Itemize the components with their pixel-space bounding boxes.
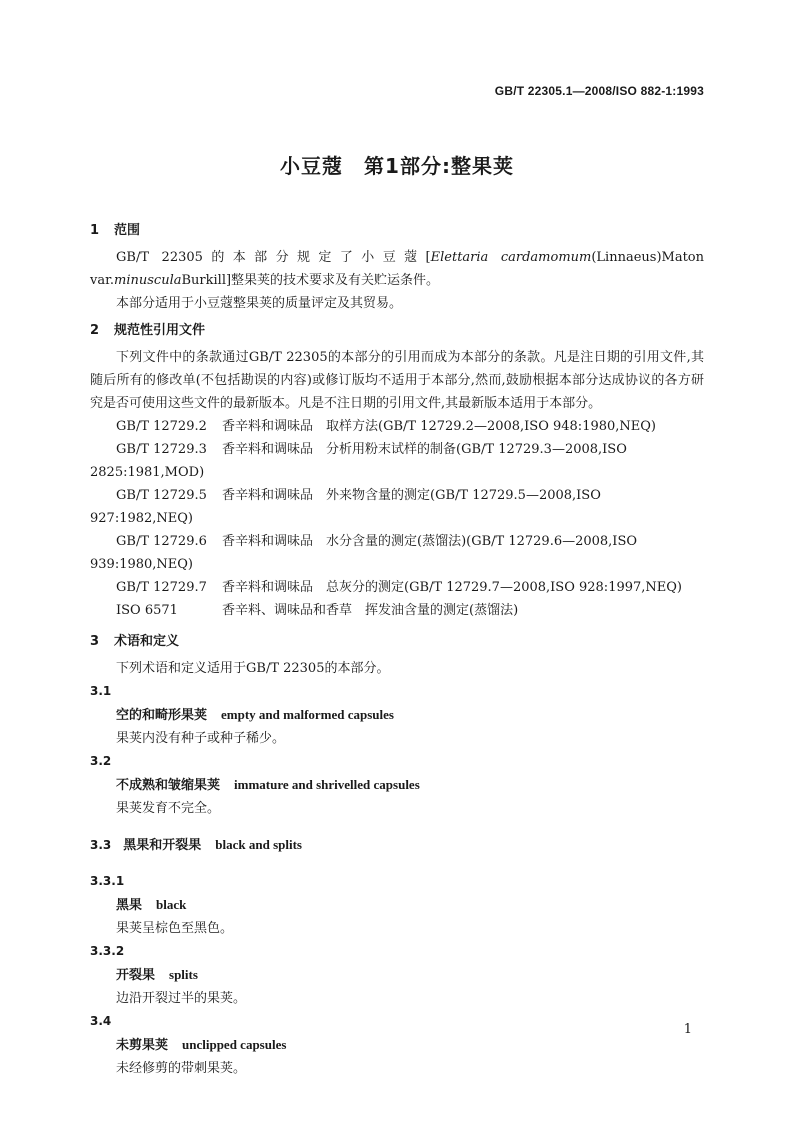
term-name [90,703,704,727]
term-definition: 边沿开裂过半的果荚。 [116,991,247,1006]
scope-text-part: (Linnaeus)Maton var. [90,250,704,288]
reference-code: GB/T 12729.2 [116,419,207,434]
term-name-cn: 黑果和开裂果 [123,838,202,853]
scope-paragraph-1 [90,246,704,292]
section-title: 术语和定义 [114,634,180,649]
references-intro: 下列文件中的条款通过GB/T 22305的本部分的引用而成为本部分的条款。凡是注日期的引用文件,其随后所有的修改单(不包括勘误的内容)或修订版均不适用于本部分,然而,鼓励根据本部分达成协议的各方研究是否可使用这些文件的最新版本。凡是不注日期的引用文件,其最新版本适用于本部分。 [90,350,704,411]
document-title: 小豆蔻 第1部分:整果荚 [280,154,514,178]
section-number: 2 [90,323,100,338]
reference-code: GB/T 12729.5 [116,488,207,503]
term-name [90,773,704,797]
reference-text: 香辛料和调味品 外来物含量的测定(GB/T 12729.5—2008,ISO 927:1982,NEQ) [90,488,601,526]
reference-item [90,415,704,438]
scope-text-part: GB/T 22305的本部分规定了小豆蔻[ [116,250,431,265]
reference-code: GB/T 12729.7 [116,580,207,595]
term-name-cn: 空的和畸形果荚 [116,708,208,723]
reference-item [90,438,704,484]
term-name-cn: 未剪果荚 [116,1038,169,1053]
term-heading-inline [90,833,704,857]
term-name-en: empty and malformed capsules [221,707,394,722]
page-number: 1 [683,1022,692,1037]
reference-code: ISO 6571 [116,603,178,618]
term-definition: 未经修剪的带刺果荚。 [116,1061,247,1076]
term-name-en: black and splits [215,837,302,852]
term-number: 3.2 [90,754,112,768]
reference-item [90,576,704,599]
section-heading-terms [90,630,704,653]
document-body [90,215,704,1080]
term-name-cn: 开裂果 [116,968,156,983]
term-number: 3.3 [90,838,112,852]
section-heading-normative-references [90,319,704,342]
section-number: 3 [90,634,100,649]
reference-item [90,599,704,622]
reference-text: 香辛料、调味品和香草 挥发油含量的测定(蒸馏法) [222,603,519,618]
reference-text: 香辛料和调味品 总灰分的测定(GB/T 12729.7—2008,ISO 928:1997,NEQ) [222,580,683,595]
reference-item [90,484,704,530]
term-name-en: splits [169,967,198,982]
terms-intro: 下列术语和定义适用于GB/T 22305的本部分。 [116,661,390,676]
term-number: 3.3.2 [90,944,125,958]
section-number: 1 [90,223,100,238]
term-number: 3.4 [90,1014,112,1028]
term-definition: 果荚发育不完全。 [116,801,221,816]
reference-text: 香辛料和调味品 水分含量的测定(蒸馏法)(GB/T 12729.6—2008,ISO 939:1980,NEQ) [90,534,638,572]
reference-item [90,530,704,576]
term-name [90,893,704,917]
term-name [90,1033,704,1057]
reference-code: GB/T 12729.6 [116,534,207,549]
reference-code: GB/T 12729.3 [116,442,207,457]
term-name-cn: 黑果 [116,898,143,913]
term-name-en: black [156,897,187,912]
scope-paragraph-2: 本部分适用于小豆蔻整果荚的质量评定及其贸易。 [116,296,403,311]
term-name-en: unclipped capsules [182,1037,287,1052]
section-title: 规范性引用文件 [114,323,206,338]
term-name-en: immature and shrivelled capsules [234,777,420,792]
standard-code: GB/T 22305.1—2008/ISO 882-1:1993 [494,84,704,98]
latin-name: minuscula [114,273,182,288]
latin-name: Elettaria cardamomum [430,250,592,265]
term-definition: 果荚呈棕色至黑色。 [116,921,234,936]
section-heading-scope [90,219,704,242]
term-number: 3.1 [90,684,112,698]
term-definition: 果荚内没有种子或种子稀少。 [116,731,286,746]
reference-text: 香辛料和调味品 分析用粉末试样的制备(GB/T 12729.3—2008,ISO 2825:1981,MOD) [90,442,627,480]
term-name-cn: 不成熟和皱缩果荚 [116,778,221,793]
section-title: 范围 [114,223,141,238]
term-name [90,963,704,987]
term-number: 3.3.1 [90,874,125,888]
scope-text-part: Burkill]整果荚的技术要求及有关贮运条件。 [181,273,440,288]
reference-text: 香辛料和调味品 取样方法(GB/T 12729.2—2008,ISO 948:1980,NEQ) [222,419,657,434]
